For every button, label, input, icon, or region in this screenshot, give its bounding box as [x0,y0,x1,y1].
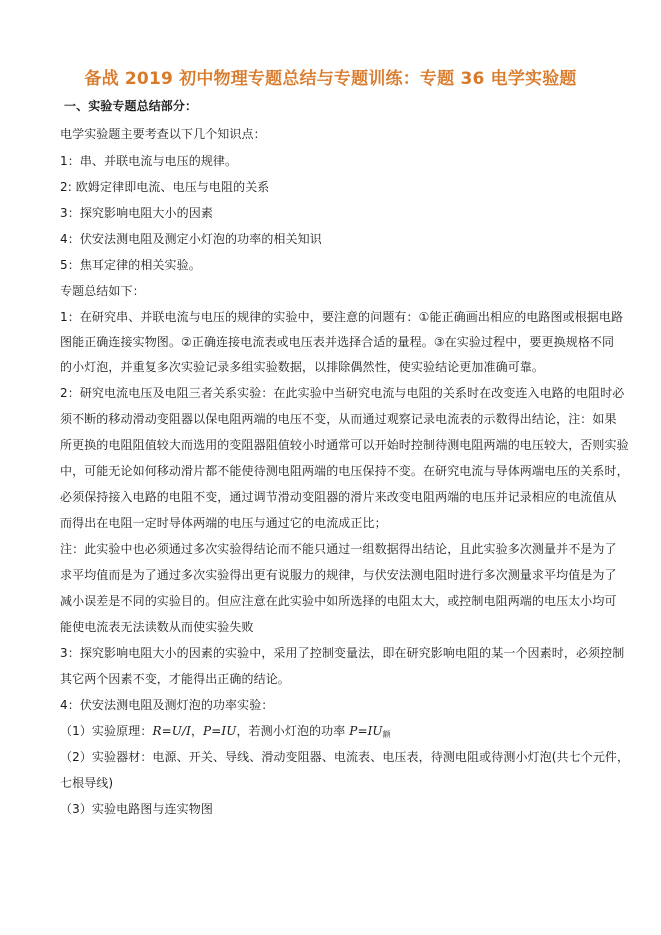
summary-heading: 专题总结如下： [60,284,145,298]
topic-item: 5：焦耳定律的相关实验。 [60,258,201,272]
principle-label: （1）实验原理： [60,724,153,738]
topic-item: 2: 欧姆定律即电流、电压与电阻的关系 [60,180,270,194]
paragraph-line: 1：在研究串、并联电流与电压的规律的实验中，要注意的问题有：①能正确画出相应的电路图或根据电路 [60,310,624,324]
formula-separator: ， [190,724,204,738]
formula-power: P=IU [203,724,237,738]
topic-item: 1：串、并联电流与电压的规律。 [60,154,238,168]
note-line: 减小误差是不同的实验目的。但应注意在此实验中如所选择的电阻太大，或控制电阻两端的电压太小均可 [60,594,617,608]
equipment-line: （2）实验器材：电源、开关、导线、滑动变阻器、电流表、电压表，待测电阻或待测小灯泡(共七个元件， [60,750,630,764]
paragraph-line: 中，可能无论如何移动滑片都不能使待测电阻两端的电压保持不变。在研究电流与导体两端电压的关系时， [60,464,629,478]
principle-line [60,724,605,742]
formula-resistance: R=U/I [152,724,191,738]
paragraph-line: 须不断的移动滑动变阻器以保电阻两端的电压不变，从而通过观察记录电流表的示数得出结论，注：如果 [60,412,617,426]
formula-subscript: 额 [382,730,391,739]
paragraph-line: 而得出在电阻一定时导体两端的电压与通过它的电流成正比； [60,516,387,530]
equipment-line: 七根导线) [60,776,114,790]
note-line: 求平均值而是为了通过多次实验得出更有说服力的规律，与伏安法测电阻时进行多次测量求平均值是为了 [60,568,617,582]
intro-text: 电学实验题主要考查以下几个知识点： [60,127,266,141]
paragraph-heading: 4：伏安法测电阻及测灯泡的功率实验： [60,698,274,712]
note-line: 注：此实验中也必须通过多次实验得结论而不能只通过一组数据得出结论，且此实验多次测量并不是为了 [60,542,617,556]
paragraph-line: 必须保持接入电路的电阻不变，通过调节滑动变阻器的滑片来改变电阻两端的电压并记录相应的电流值从 [60,490,617,504]
formula-rated-power: P=IU [349,724,383,738]
paragraph-line: 的小灯泡，并重复多次实验记录多组实验数据，以排除偶然性，使实验结论更加准确可靠。 [60,360,545,374]
paragraph-line: 其它两个因素不变，才能得出正确的结论。 [60,672,290,686]
paragraph-line: 3：探究影响电阻大小的因素的实验中，采用了控制变量法，即在研究影响电阻的某一个因素时，必须控制 [60,646,625,660]
diagram-heading: （3）实验电路图与连实物图 [60,802,213,816]
principle-text: ，若测小灯泡的功率 [236,724,350,738]
paragraph-line: 图能正确连接实物图。②正确连接电流表或电压表并选择合适的量程。③在实验过程中，要更换规格不同 [60,335,615,349]
note-line: 能使电流表无法读数从而使实验失败 [60,620,254,634]
document-title: 备战 2019 初中物理专题总结与专题训练：专题 36 电学实验题 [84,69,577,89]
paragraph-line: 2：研究电流电压及电阻三者关系实验：在此实验中当研究电流与电阻的关系时在改变连入电路的电阻时必 [60,386,625,400]
paragraph-line: 所更换的电阻阻值较大而选用的变阻器阻值较小时通常可以开始时控制待测电阻两端的电压较大，否则实验 [60,438,629,452]
topic-item: 4：伏安法测电阻及测定小灯泡的功率的相关知识 [60,232,322,246]
topic-item: 3：探究影响电阻大小的因素 [60,206,213,220]
section-heading: 一、实验专题总结部分： [64,99,198,113]
